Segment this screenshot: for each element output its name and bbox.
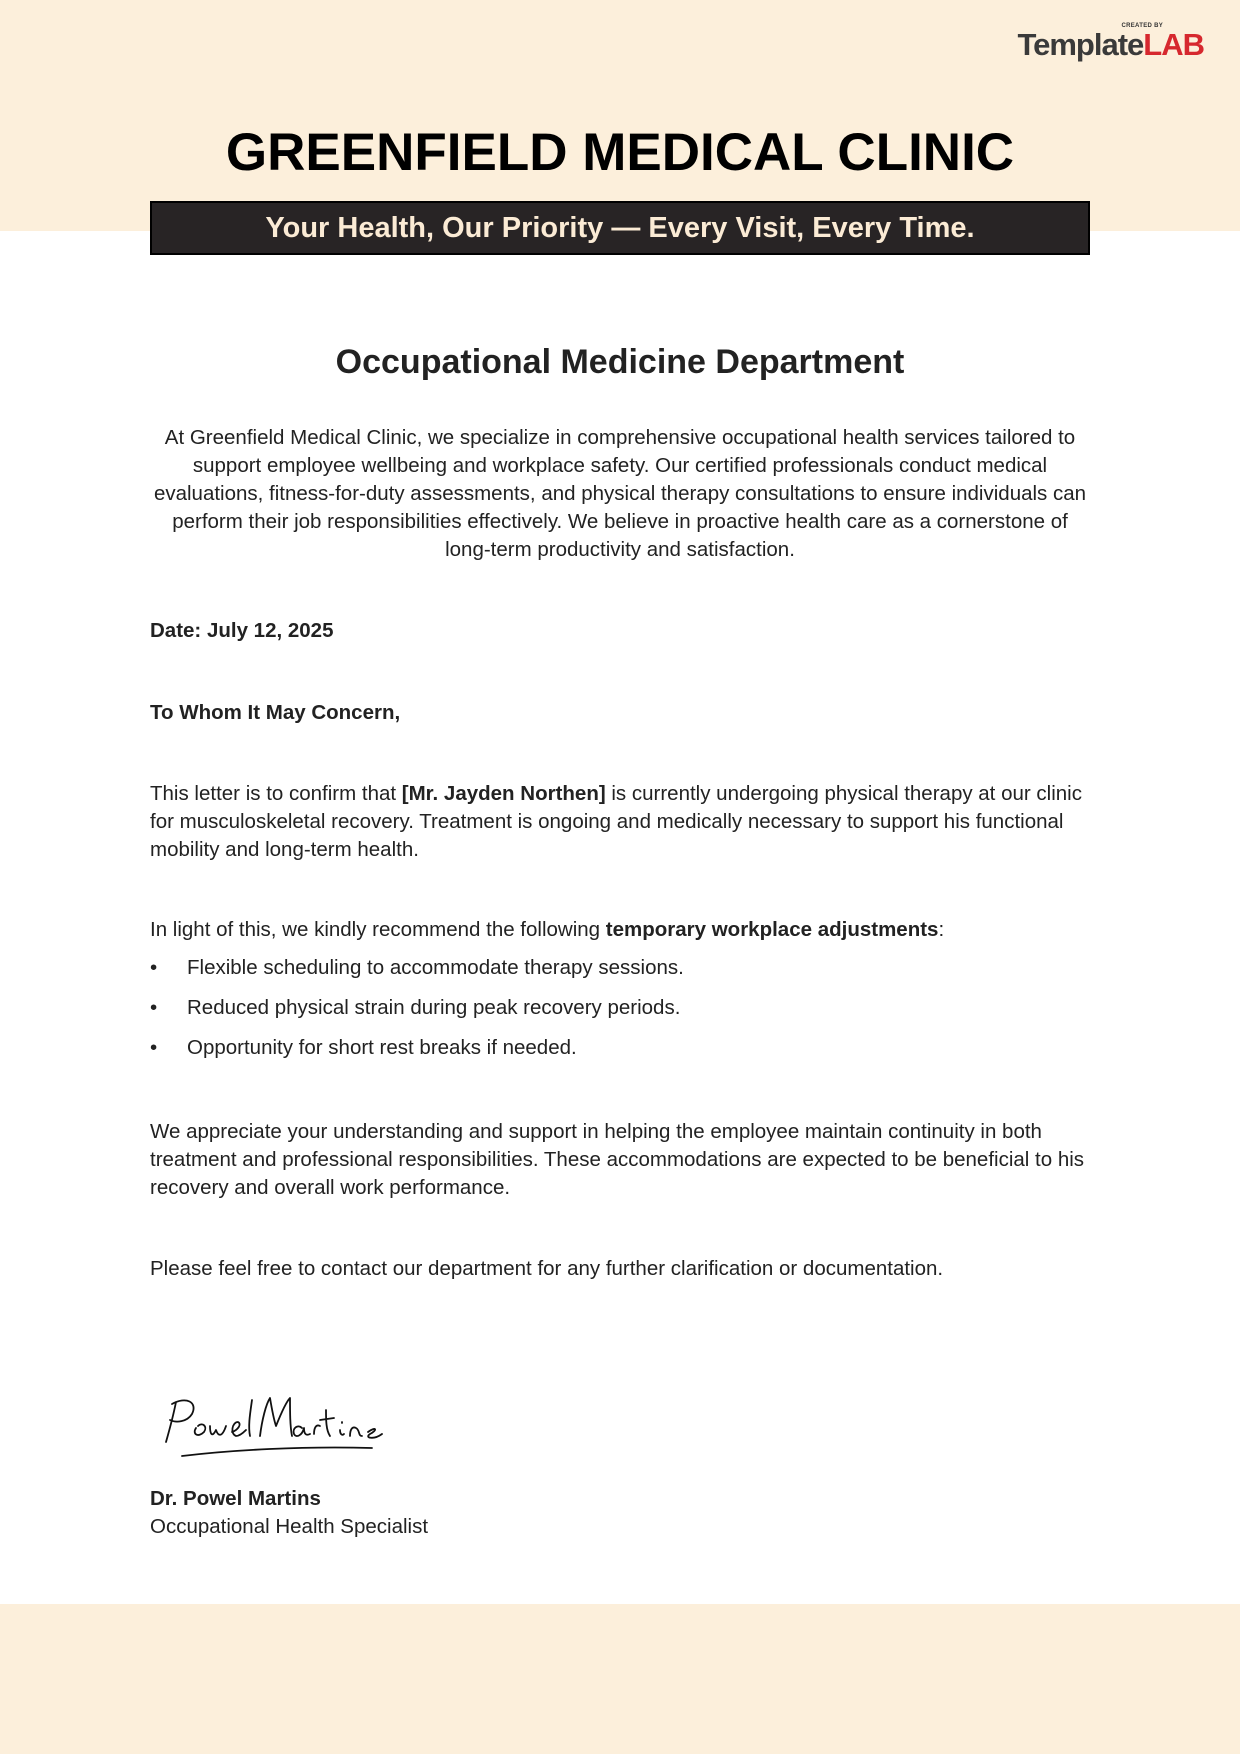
brand-created-by: CREATED BY [1121, 23, 1164, 29]
letter-paragraph-2 [150, 916, 1090, 944]
brand-name [1017, 27, 1204, 62]
signer-name: Dr. Powel Martins [150, 1487, 321, 1510]
templatelab-logo [1017, 22, 1204, 60]
list-item-text: Opportunity for short rest breaks if needed. [187, 1036, 577, 1059]
letter-paragraph-3: We appreciate your understanding and support in helping the employee maintain continuity in both treatment and professional responsibilities. These accommodations are expected to be beneficial to his recovery and overall work performance. [150, 1120, 1085, 1199]
letter-date: Date: July 12, 2025 [150, 619, 334, 642]
bullet-icon: • [150, 1036, 158, 1059]
letter-paragraph-1 [150, 780, 1090, 864]
department-title: Occupational Medicine Department [335, 343, 905, 381]
list-item [150, 954, 1090, 994]
adjustments-label: temporary workplace adjustments [605, 918, 939, 941]
handwritten-signature [152, 1390, 402, 1470]
slogan-text: Your Health, Our Priority — Every Visit, Every Time. [265, 212, 975, 244]
para2-colon: : [938, 918, 945, 941]
list-item-text: Flexible scheduling to accommodate therapy sessions. [187, 956, 684, 979]
bullet-icon: • [150, 996, 158, 1019]
list-item-text: Reduced physical strain during peak recovery periods. [187, 996, 681, 1019]
clinic-title: GREENFIELD MEDICAL CLINIC [225, 123, 1015, 182]
letter-paragraph-4: Please feel free to contact our department for any further clarification or documentation. [150, 1257, 944, 1280]
para1-lead: This letter is to confirm that [150, 782, 402, 805]
list-item [150, 1034, 1090, 1074]
patient-name: [Mr. Jayden Northen] [401, 782, 606, 805]
signer-title: Occupational Health Specialist [150, 1515, 429, 1538]
list-item [150, 994, 1090, 1034]
brand-name-part2: LAB [1143, 27, 1204, 62]
brand-name-part1: Template [1017, 27, 1144, 62]
para2-lead: In light of this, we kindly recommend the following [150, 918, 606, 941]
footer-band [0, 1604, 1240, 1754]
adjustments-list [150, 954, 1090, 1074]
letter-salutation: To Whom It May Concern, [150, 701, 401, 724]
bullet-icon: • [150, 956, 158, 979]
department-intro: At Greenfield Medical Clinic, we specialize in comprehensive occupational health services tailored to support employee wellbeing and workplace safety. Our certified professionals conduct medical evaluations, fitness-for-duty assessments, and physical therapy consultations to ensure individuals can perform their job responsibilities effectively. We believe in proactive health care as a cornerstone of long-term productivity and satisfaction. [153, 426, 1087, 561]
slogan-bar [150, 201, 1090, 255]
para1-rest: is currently undergoing physical therapy at our clinic for musculoskeletal recovery. Treatment is ongoing and medically necessary to support his functional mobility and long-term health. [150, 782, 1082, 861]
